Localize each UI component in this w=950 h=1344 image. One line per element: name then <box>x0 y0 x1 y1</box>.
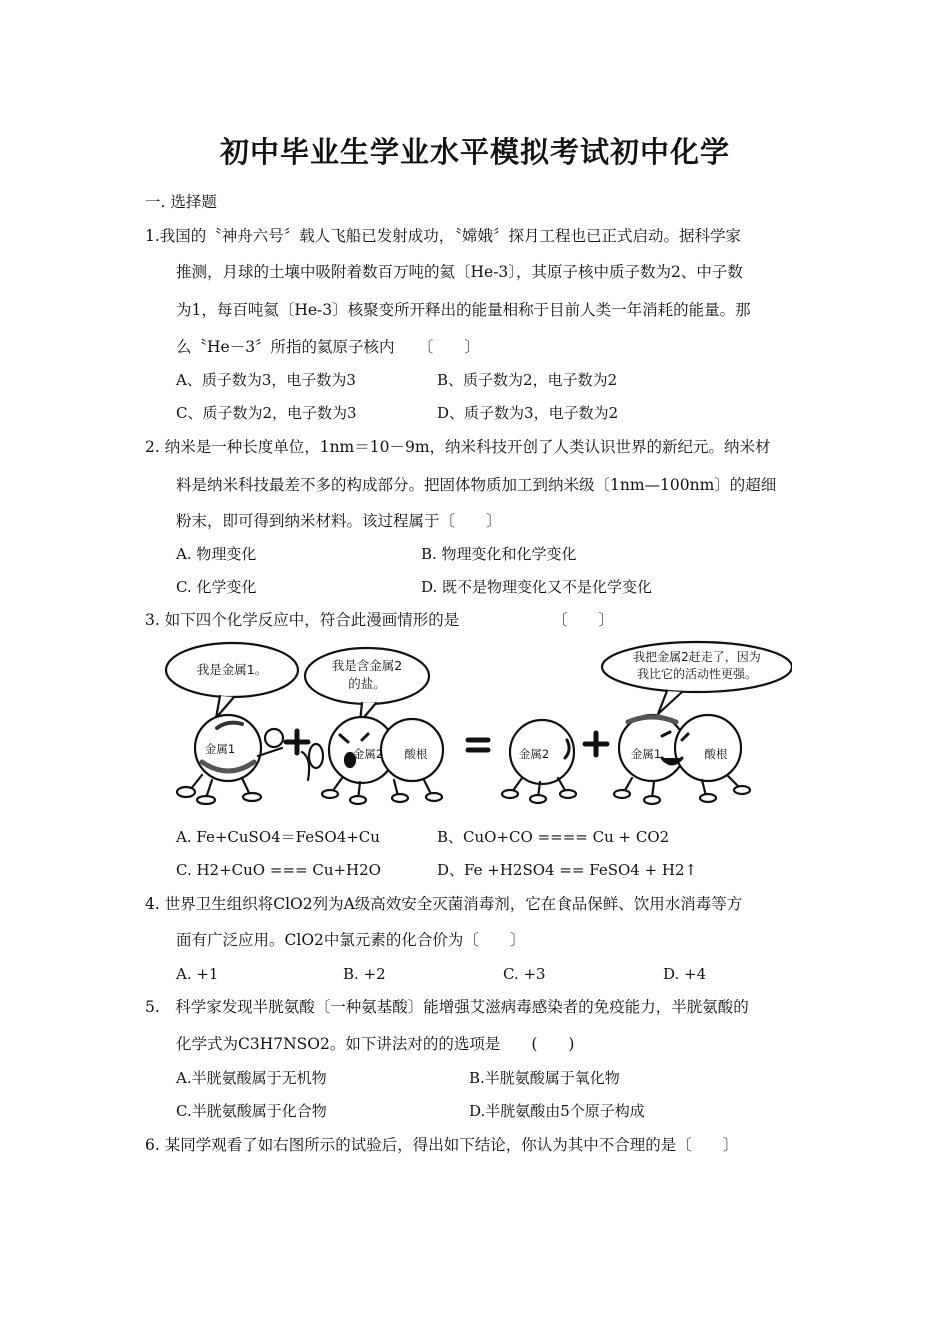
bubble3-text-line2: 我比它的活动性更强。 <box>636 667 758 681</box>
q5-option-b: B.半胱氨酸属于氧化物 <box>469 1069 620 1087</box>
q5-line-1: 5. 科学家发现半胱氨酸〔一种氨基酸〕能增强艾滋病毒感染者的免疫能力，半胱氨酸的 <box>145 998 749 1016</box>
speech-bubble-1 <box>166 643 298 718</box>
q2-option-d: D. 既不是物理变化又不是化学变化 <box>421 578 653 596</box>
q3-option-c: C. H2+CuO === Cu+H2O <box>176 861 381 879</box>
q2-line-3: 粉末，即可得到纳米材料。该过程属于〔 〕 <box>176 512 502 530</box>
label-metal2-left: 金属2 <box>352 747 384 761</box>
bubble2-text-line2: 的盐。 <box>348 676 386 691</box>
label-metal1-right: 金属1 <box>630 747 662 761</box>
metal1-ball-left <box>177 715 323 804</box>
q2-line-2: 料是纳米科技最差不多的构成部分。把固体物质加工到纳米级〔1nm—100nm〕的超细 <box>176 476 777 494</box>
q1-option-b: B、质子数为2，电子数为2 <box>437 371 618 389</box>
q4-line-1: 4. 世界卫生组织将ClO2列为A级高效安全灭菌消毒剂，它在食品保鲜、饮用水消毒等方 <box>145 895 743 913</box>
q1-line-2: 推测，月球的土壤中吸附着数百万吨的氦〔He-3〕，其原子核中质子数为2、中子数 <box>176 263 743 281</box>
q3-option-b: B、CuO+CO ==== Cu + CO2 <box>437 828 670 846</box>
q2-option-a: A. 物理变化 <box>176 545 257 563</box>
q4-option-d: D. +4 <box>663 965 707 983</box>
q2-option-c: C. 化学变化 <box>176 578 257 596</box>
bubble2-text-line1: 我是含金属2 <box>331 658 403 673</box>
q5-line-2: 化学式为C3H7NSO2。如下讲法对的的选项是 ( ) <box>176 1035 575 1053</box>
bubble1-text: 我是金属1。 <box>196 662 268 677</box>
q5-option-a: A.半胱氨酸属于无机物 <box>176 1069 327 1087</box>
q3-line-1: 3. 如下四个化学反应中，符合此漫画情形的是 <box>145 611 460 629</box>
label-metal1-left: 金属1 <box>204 742 236 756</box>
reaction-cartoon <box>162 640 792 805</box>
label-metal2-right: 金属2 <box>518 747 550 761</box>
q3-option-a: A. Fe+CuSO4＝FeSO4+Cu <box>176 828 380 846</box>
q1-line-1: 1.我国的〝神舟六号〞载人飞船已发射成功，〝嫦娥〞探月工程也已正式启动。据科学家 <box>145 227 742 245</box>
q1-option-a: A、质子数为3，电子数为3 <box>176 371 356 389</box>
q1-line-4: 么〝He－3〞所指的氦原子核内 〔 〕 <box>176 338 480 356</box>
q5-option-d: D.半胱氨酸由5个原子构成 <box>469 1102 645 1120</box>
q4-option-b: B. +2 <box>343 965 386 983</box>
page-title: 初中毕业生学业水平模拟考试初中化学 <box>219 135 730 169</box>
metal2-ball-right <box>502 720 576 803</box>
q1-option-d: D、质子数为3，电子数为2 <box>437 404 619 422</box>
q3-option-d: D、Fe +H2SO4 == FeSO4 + H2↑ <box>437 861 698 879</box>
bubble3-text-line1: 我把金属2赶走了，因为 <box>633 650 761 664</box>
q3-answer-paren: 〔 〕 <box>552 611 615 629</box>
q1-option-c: C、质子数为2，电子数为3 <box>176 404 357 422</box>
label-acid-right: 酸根 <box>704 747 728 761</box>
q2-line-1: 2. 纳米是一种长度单位，1nm＝10－9m，纳米科技开创了人类认识世界的新纪元。纳米材 <box>145 438 771 456</box>
q1-line-3: 为1，每百吨氦〔He-3〕核聚变所开释出的能量相称于目前人类一年消耗的能量。那 <box>176 301 751 319</box>
q4-option-a: A. +1 <box>176 965 219 983</box>
q4-line-2: 面有广泛应用。ClO2中氯元素的化合价为〔 〕 <box>176 931 526 949</box>
q5-option-c: C.半胱氨酸属于化合物 <box>176 1102 327 1120</box>
q2-option-b: B. 物理变化和化学变化 <box>421 545 577 563</box>
q4-option-c: C. +3 <box>503 965 546 983</box>
section-heading: 一. 选择题 <box>145 193 217 211</box>
q6-line-1: 6. 某同学观看了如右图所示的试验后，得出如下结论，你认为其中不合理的是〔 〕 <box>145 1136 739 1154</box>
label-acid-left: 酸根 <box>404 747 428 761</box>
